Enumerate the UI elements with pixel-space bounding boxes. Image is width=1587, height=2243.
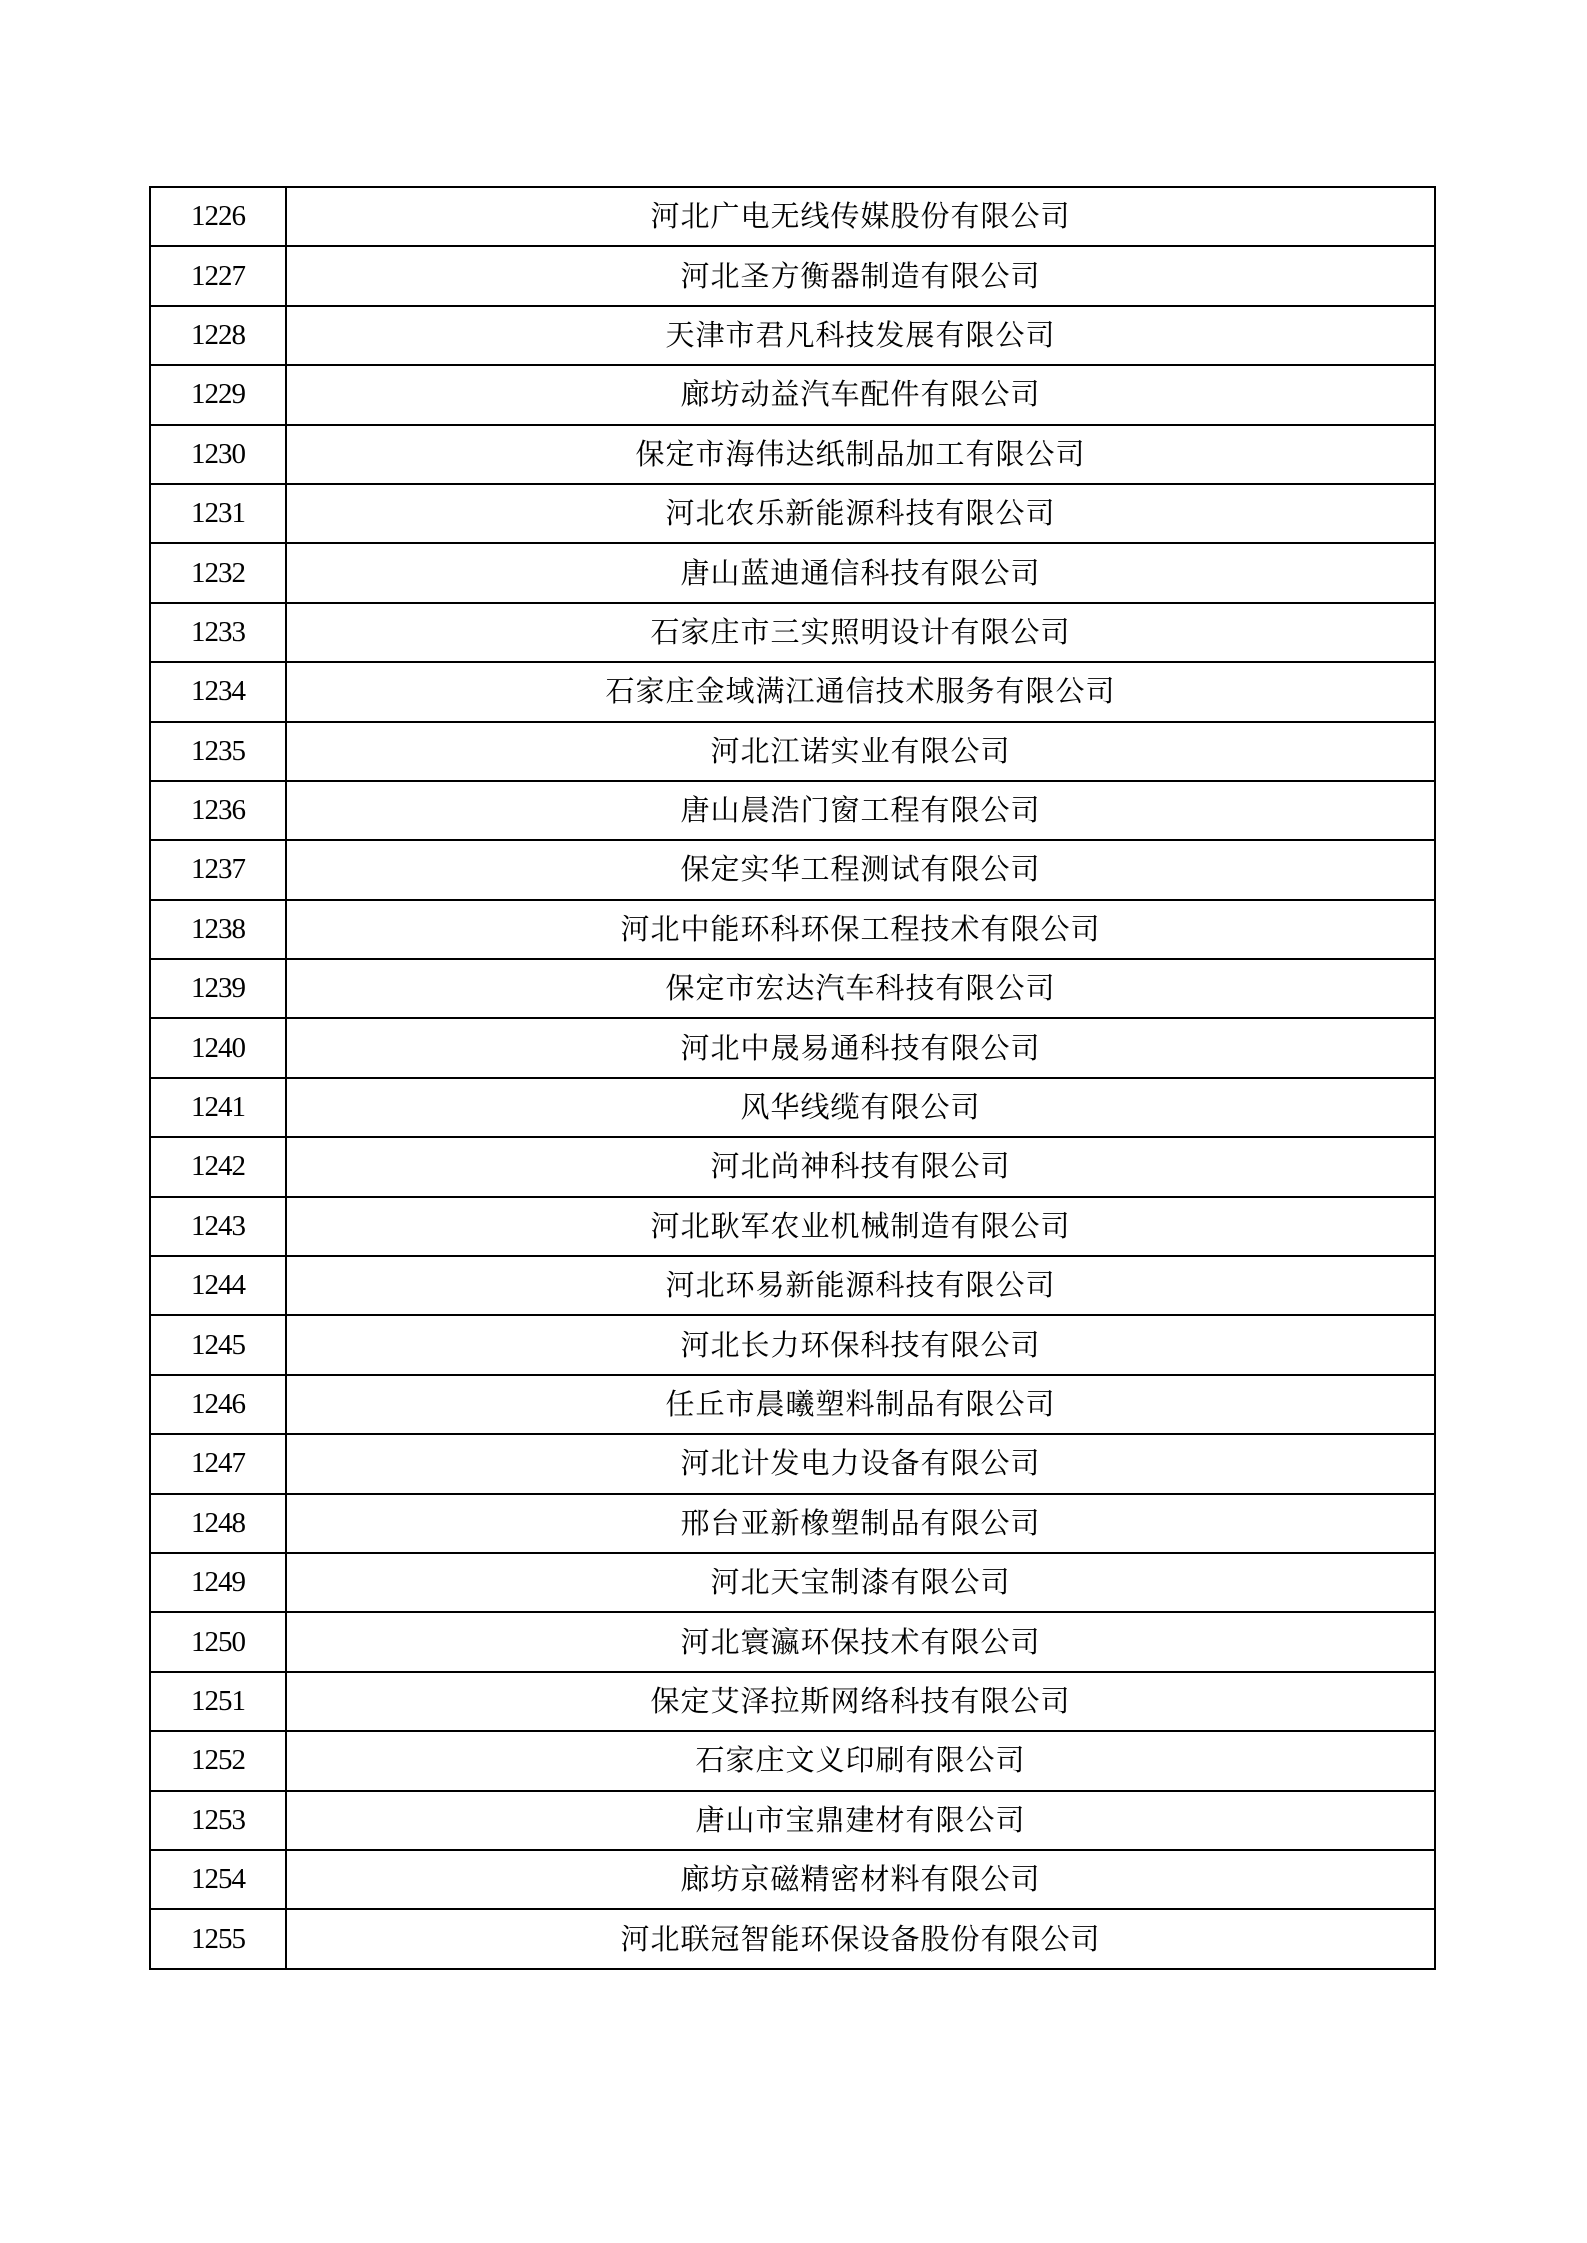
company-name: 河北江诺实业有限公司 — [286, 722, 1435, 781]
table-row — [150, 1672, 1435, 1731]
table-row — [150, 1434, 1435, 1493]
company-table-body — [150, 187, 1435, 1969]
table-row — [150, 1197, 1435, 1256]
table-row — [150, 603, 1435, 662]
table-row — [150, 840, 1435, 899]
table-row — [150, 306, 1435, 365]
table-row — [150, 1731, 1435, 1790]
row-number: 1231 — [150, 484, 286, 543]
row-number: 1234 — [150, 662, 286, 721]
table-row — [150, 1553, 1435, 1612]
table-row — [150, 1018, 1435, 1077]
company-name: 唐山蓝迪通信科技有限公司 — [286, 543, 1435, 602]
row-number: 1254 — [150, 1850, 286, 1909]
table-row — [150, 1078, 1435, 1137]
row-number: 1255 — [150, 1909, 286, 1968]
table-row — [150, 1137, 1435, 1196]
row-number: 1232 — [150, 543, 286, 602]
table-row — [150, 662, 1435, 721]
row-number: 1226 — [150, 187, 286, 246]
row-number: 1228 — [150, 306, 286, 365]
company-name: 风华线缆有限公司 — [286, 1078, 1435, 1137]
table-row — [150, 1909, 1435, 1968]
row-number: 1237 — [150, 840, 286, 899]
row-number: 1245 — [150, 1315, 286, 1374]
company-name: 河北农乐新能源科技有限公司 — [286, 484, 1435, 543]
table-row — [150, 1375, 1435, 1434]
row-number: 1253 — [150, 1791, 286, 1850]
table-row — [150, 246, 1435, 305]
table-row — [150, 1850, 1435, 1909]
company-name: 唐山晨浩门窗工程有限公司 — [286, 781, 1435, 840]
company-name: 河北中能环科环保工程技术有限公司 — [286, 900, 1435, 959]
company-name: 保定艾泽拉斯网络科技有限公司 — [286, 1672, 1435, 1731]
company-name: 河北圣方衡器制造有限公司 — [286, 246, 1435, 305]
company-name: 任丘市晨曦塑料制品有限公司 — [286, 1375, 1435, 1434]
company-name: 河北长力环保科技有限公司 — [286, 1315, 1435, 1374]
company-name: 河北寰瀛环保技术有限公司 — [286, 1612, 1435, 1671]
row-number: 1249 — [150, 1553, 286, 1612]
table-row — [150, 959, 1435, 1018]
table-row — [150, 1494, 1435, 1553]
company-name: 邢台亚新橡塑制品有限公司 — [286, 1494, 1435, 1553]
row-number: 1250 — [150, 1612, 286, 1671]
company-name: 廊坊动益汽车配件有限公司 — [286, 365, 1435, 424]
row-number: 1247 — [150, 1434, 286, 1493]
table-row — [150, 900, 1435, 959]
table-row — [150, 781, 1435, 840]
row-number: 1229 — [150, 365, 286, 424]
row-number: 1244 — [150, 1256, 286, 1315]
company-name: 河北环易新能源科技有限公司 — [286, 1256, 1435, 1315]
company-name: 河北广电无线传媒股份有限公司 — [286, 187, 1435, 246]
table-row — [150, 1612, 1435, 1671]
row-number: 1240 — [150, 1018, 286, 1077]
row-number: 1248 — [150, 1494, 286, 1553]
row-number: 1246 — [150, 1375, 286, 1434]
company-name: 石家庄文义印刷有限公司 — [286, 1731, 1435, 1790]
table-row — [150, 484, 1435, 543]
row-number: 1242 — [150, 1137, 286, 1196]
company-name: 河北天宝制漆有限公司 — [286, 1553, 1435, 1612]
table-row — [150, 1315, 1435, 1374]
company-name: 河北尚神科技有限公司 — [286, 1137, 1435, 1196]
table-row — [150, 722, 1435, 781]
row-number: 1235 — [150, 722, 286, 781]
company-name: 河北中晟易通科技有限公司 — [286, 1018, 1435, 1077]
row-number: 1230 — [150, 425, 286, 484]
company-name: 石家庄市三实照明设计有限公司 — [286, 603, 1435, 662]
table-row — [150, 187, 1435, 246]
company-name: 天津市君凡科技发展有限公司 — [286, 306, 1435, 365]
company-name: 河北耿军农业机械制造有限公司 — [286, 1197, 1435, 1256]
company-list-table — [149, 186, 1436, 1970]
company-name: 河北计发电力设备有限公司 — [286, 1434, 1435, 1493]
company-name: 石家庄金域满江通信技术服务有限公司 — [286, 662, 1435, 721]
row-number: 1238 — [150, 900, 286, 959]
company-name: 廊坊京磁精密材料有限公司 — [286, 1850, 1435, 1909]
table-row — [150, 543, 1435, 602]
table-row — [150, 365, 1435, 424]
row-number: 1243 — [150, 1197, 286, 1256]
row-number: 1241 — [150, 1078, 286, 1137]
company-name: 唐山市宝鼎建材有限公司 — [286, 1791, 1435, 1850]
company-name: 河北联冠智能环保设备股份有限公司 — [286, 1909, 1435, 1968]
company-name: 保定市海伟达纸制品加工有限公司 — [286, 425, 1435, 484]
table-row — [150, 425, 1435, 484]
company-name: 保定实华工程测试有限公司 — [286, 840, 1435, 899]
table-row — [150, 1791, 1435, 1850]
row-number: 1252 — [150, 1731, 286, 1790]
row-number: 1236 — [150, 781, 286, 840]
company-name: 保定市宏达汽车科技有限公司 — [286, 959, 1435, 1018]
row-number: 1227 — [150, 246, 286, 305]
row-number: 1251 — [150, 1672, 286, 1731]
row-number: 1239 — [150, 959, 286, 1018]
table-row — [150, 1256, 1435, 1315]
row-number: 1233 — [150, 603, 286, 662]
